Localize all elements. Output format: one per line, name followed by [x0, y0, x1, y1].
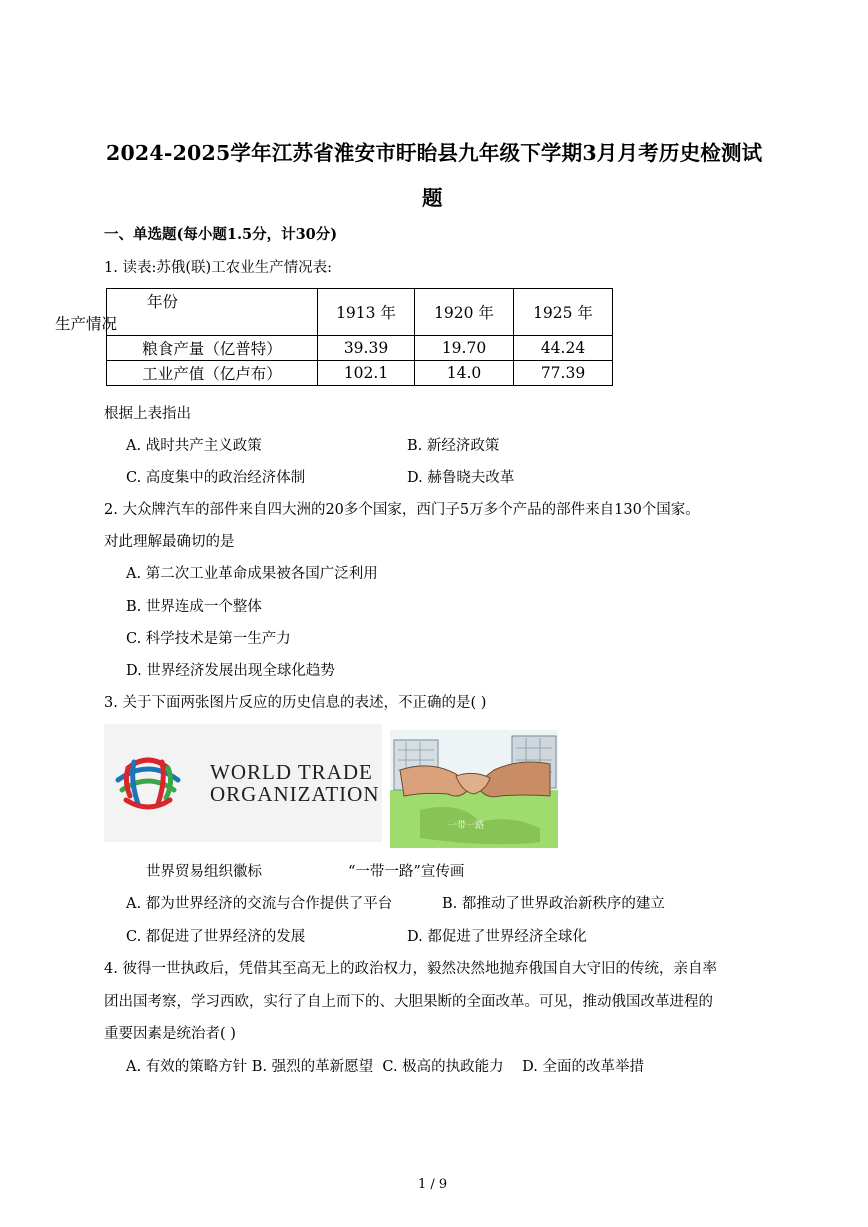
header-condition-label: 生产情况: [55, 315, 118, 333]
option-c[interactable]: C. 高度集中的政治经济体制: [126, 470, 306, 486]
table-cell: 19.70: [415, 336, 514, 361]
production-table: [55, 288, 613, 386]
option-b[interactable]: B. 世界连成一个整体: [126, 599, 262, 615]
table-row: [107, 336, 613, 361]
caption-left: 世界贸易组织徽标: [146, 864, 262, 880]
question-1-stem: 1. 读表:苏俄(联)工农业生产情况表:: [104, 260, 333, 276]
header-diagonal-cell: [55, 289, 318, 336]
option-d[interactable]: D. 都促进了世界经济全球化: [407, 929, 587, 945]
belt-and-road-poster-image: [390, 730, 558, 848]
option-c[interactable]: C. 都促进了世界经济的发展: [126, 929, 306, 945]
question-2-stem-line1: 2. 大众牌汽车的部件来自四大洲的20多个国家，西门子5万多个产品的部件来自130个国家。: [104, 502, 700, 518]
question-4-stem-line1: 4. 彼得一世执政后，凭借其至高无上的政治权力，毅然决然地抛弃俄国自大守旧的传统，亲自率: [104, 961, 717, 977]
table-cell: 102.1: [318, 361, 415, 386]
wto-logo-text-line1: WORLD TRADE: [210, 760, 373, 784]
table-cell: 39.39: [318, 336, 415, 361]
question-2-stem-line2: 对此理解最确切的是: [104, 534, 235, 550]
table-row: [107, 361, 613, 386]
table-cell: 44.24: [514, 336, 613, 361]
page-number: 1 / 9: [418, 1177, 448, 1192]
caption-right: “一带一路”宣传画: [348, 864, 465, 880]
option-c[interactable]: C. 科学技术是第一生产力: [126, 631, 291, 647]
option-a[interactable]: A. 战时共产主义政策: [126, 438, 262, 454]
header-year-1920: 1920 年: [415, 289, 514, 336]
option-a[interactable]: A. 第二次工业革命成果被各国广泛利用: [126, 566, 378, 582]
svg-text:一带一路: 一带一路: [448, 821, 485, 831]
table-cell: 14.0: [415, 361, 514, 386]
table-cell: 77.39: [514, 361, 613, 386]
question-4-options[interactable]: A. 有效的策略方针 B. 强烈的革新愿望 C. 极高的执政能力 D. 全面的改革举措: [126, 1059, 644, 1075]
option-b[interactable]: B. 新经济政策: [407, 438, 500, 454]
handshake-illustration: [390, 730, 558, 848]
question-1-prompt: 根据上表指出: [104, 406, 191, 422]
table-header-row: [107, 289, 613, 336]
question-4-stem-line2: 团出国考察，学习西欧，实行了自上而下的、大胆果断的全面改革。可见，推动俄国改革进程的: [104, 994, 713, 1010]
question-4-stem-line3: 重要因素是统治者( ): [104, 1026, 236, 1042]
header-year-1913: 1913 年: [318, 289, 415, 336]
option-d[interactable]: D. 世界经济发展出现全球化趋势: [126, 663, 335, 679]
option-a[interactable]: A. 都为世界经济的交流与合作提供了平台: [126, 896, 393, 912]
option-b[interactable]: B. 都推动了世界政治新秩序的建立: [442, 896, 665, 912]
option-d[interactable]: D. 赫鲁晓夫改革: [407, 470, 515, 486]
question-3-stem: 3. 关于下面两张图片反应的历史信息的表述，不正确的是( ): [104, 695, 487, 711]
header-year-label: 年份: [147, 293, 179, 311]
row-label: 工业产值（亿卢布）: [107, 361, 318, 386]
wto-logo-text-line2: ORGANIZATION: [210, 782, 380, 806]
document-title-line2: 题: [422, 186, 443, 210]
row-label: 粮食产量（亿普特）: [107, 336, 318, 361]
header-year-1925: 1925 年: [514, 289, 613, 336]
section-heading: 一、单选题(每小题1.5分，计30分): [104, 226, 338, 243]
wto-logo-image: [104, 724, 382, 842]
document-title-line1: 2024-2025学年江苏省淮安市盱眙县九年级下学期3月月考历史检测试: [106, 141, 763, 165]
